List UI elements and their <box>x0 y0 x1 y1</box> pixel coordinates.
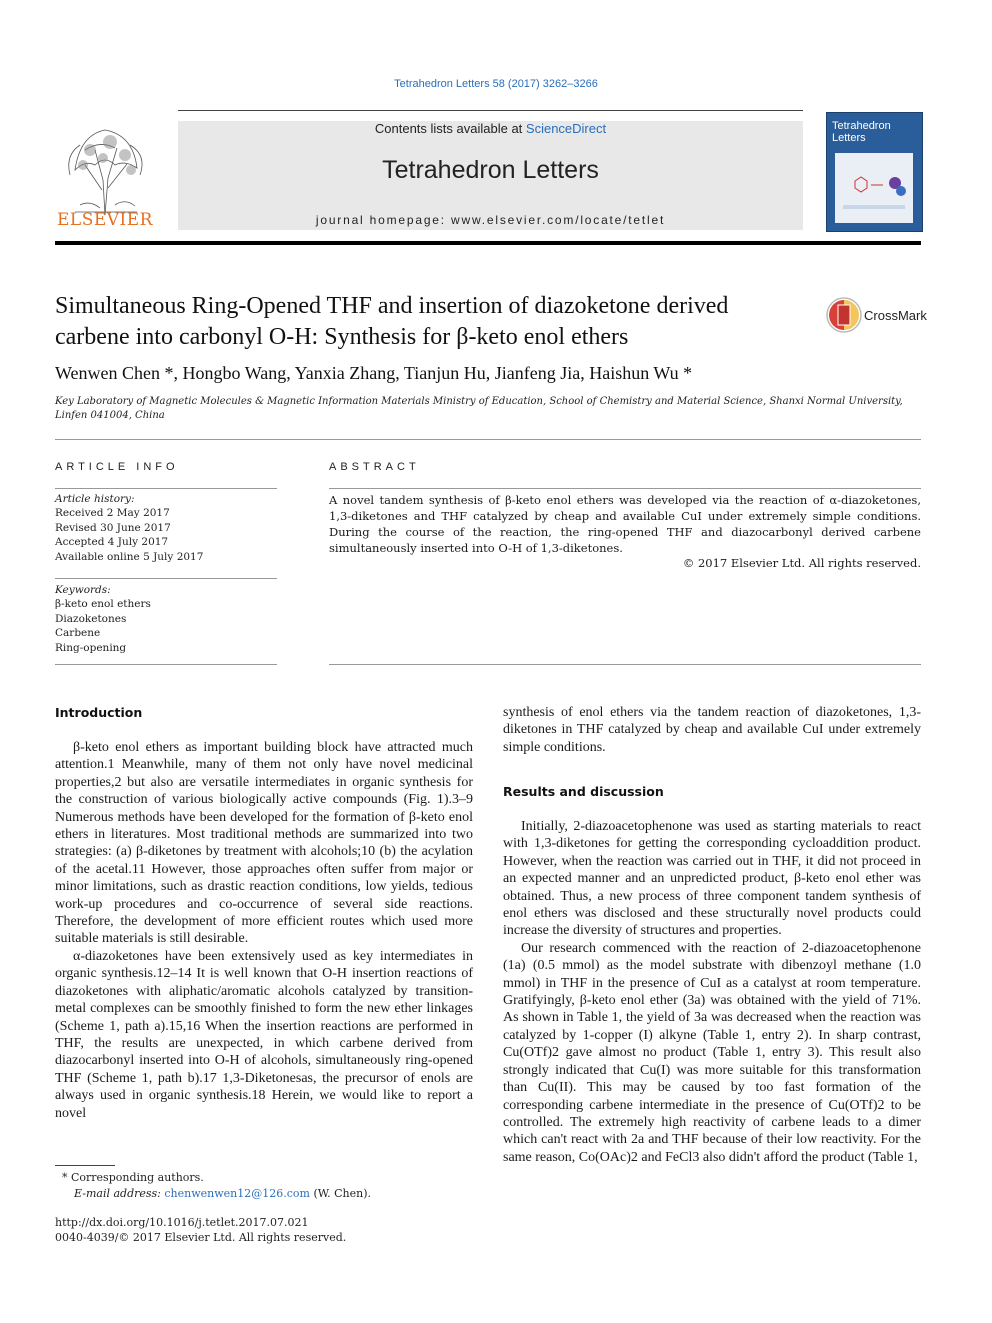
divider <box>329 488 921 489</box>
divider <box>55 488 277 489</box>
keywords <box>55 583 277 655</box>
keyword: β-keto enol ethers <box>55 598 151 611</box>
history-received: Received 2 May 2017 <box>55 507 170 520</box>
journal-citation[interactable]: Tetrahedron Letters 58 (2017) 3262–3266 <box>394 78 598 90</box>
history-online: Available online 5 July 2017 <box>55 550 204 563</box>
elsevier-wordmark: ELSEVIER <box>57 210 153 230</box>
keyword: Ring-opening <box>55 641 127 654</box>
crossmark-icon[interactable] <box>826 297 862 333</box>
abstract-heading: ABSTRACT <box>329 461 420 473</box>
header-thick-rule <box>55 241 921 245</box>
history-label: Article history: <box>55 493 135 505</box>
keyword: Carbene <box>55 627 101 640</box>
article-info-heading: ARTICLE INFO <box>55 461 179 473</box>
cover-title: Tetrahedron Letters <box>832 120 891 144</box>
contents-prefix: Contents lists available at <box>374 121 526 136</box>
intro-paragraph-3: synthesis of enol ethers via the tandem reaction of diazoketones, 1,3-diketones in THF catalyzed by cheap and available CuI under extremely simple conditions. <box>503 705 921 755</box>
sciencedirect-link[interactable]: ScienceDirect <box>525 121 607 136</box>
journal-title: Tetrahedron Letters <box>382 156 599 184</box>
abstract-text: A novel tandem synthesis of β-keto enol ethers was developed via the reaction of α-diazoketones, 1,3-diketones and THF catalyzed by cheap and available CuI under extremely simple conditions. During the course of the reaction, the ring-opened THF and diazocarbonyl derived carbene simultaneously inserted into O-H of 1,3-diketones. <box>329 493 921 555</box>
results-heading: Results and discussion <box>503 784 664 799</box>
crossmark-label[interactable]: CrossMark <box>864 308 927 323</box>
author-list: Wenwen Chen *, Hongbo Wang, Yanxia Zhang, Tianjun Hu, Jianfeng Jia, Haishun Wu * <box>55 363 693 383</box>
issn-line: 0040-4039/© 2017 Elsevier Ltd. All rights reserved. <box>55 1231 347 1244</box>
corresponding-note: * Corresponding authors. <box>62 1171 204 1184</box>
affiliation: Key Laboratory of Magnetic Molecules & Magnetic Information Materials Ministry of Education, School of Chemistry and Material Science, Shanxi Normal University, Linfen 041004, China <box>55 396 903 421</box>
intro-continued <box>503 704 921 756</box>
history-revised: Revised 30 June 2017 <box>55 521 171 534</box>
introduction-heading: Introduction <box>55 705 143 720</box>
results-paragraph-1: Initially, 2-diazoacetophenone was used as starting materials to react with 1,3-diketones for getting the corresponding cycloaddition product. However, when the reaction was carried out in THF, it did not proceed in an expected manner and an unpredicted product, β-keto enol ether was obtained. Thus, a new process of three component tandem synthesis of enol ethers was disclosed and these structurally novel products could increase the diversity of structures and properties. <box>503 819 921 939</box>
email-note <box>74 1186 371 1201</box>
journal-homepage[interactable]: journal homepage: www.elsevier.com/locate/tetlet <box>315 213 666 227</box>
doi-link[interactable]: http://dx.doi.org/10.1016/j.tetlet.2017.07.021 <box>55 1216 309 1229</box>
footnote-rule <box>55 1165 115 1166</box>
intro-body <box>55 739 473 1122</box>
divider <box>329 664 921 665</box>
history-accepted: Accepted 4 July 2017 <box>55 536 169 549</box>
keywords-label: Keywords: <box>55 584 111 596</box>
results-body <box>503 818 921 1166</box>
intro-paragraph-1: β-keto enol ethers as important building block have attracted much attention.1 Meanwhile, many of them not only have novel medicinal properties,2 but also are versatile intermediates in organic synthesis for the construction of various biologically active compounds (Fig. 1).3–9 Numerous methods have been developed for the formation of β-keto enol ethers in literatures. Most traditional methods are summarized into two strategies: (a) β-diketones by treatment with alcohols;10 (b) the acylation of the acetal.11 However, those approaches often suffer from major or minor limitations, such as drastic reaction conditions, low yields, tedious work-up procedures and co-occurrence of several side reactions. Therefore, the development of more efficient routes which used more suitable materials is still desirable. <box>55 740 473 947</box>
email-owner: (W. Chen). <box>313 1187 372 1200</box>
keyword: Diazoketones <box>55 612 127 625</box>
email-link[interactable]: chenwenwen12@126.com <box>164 1187 310 1200</box>
intro-paragraph-2: α-diazoketones have been extensively used as key intermediates in organic synthesis.12–14 It is well known that O-H insertion reactions of diazoketones with aliphatic/aromatic alcohols catalyzed by transition-metal complexes can be smoothly finished to form the new ether linkages (Scheme 1, path a).15,16 When the insertion reactions are performed in THF, the results are unexpected, in which carbene derived from diazocarbonyl inserted into O-H of alcohols, simultaneously ring-opened THF (Scheme 1, path b).17 1,3-Diketonesas, the precursor of enols are always used in organic synthesis.18 Herein, we would like to report a novel <box>55 948 473 1121</box>
divider <box>55 664 277 665</box>
contents-line <box>178 121 803 136</box>
abstract-copyright: © 2017 Elsevier Ltd. All rights reserved. <box>682 556 921 570</box>
divider <box>55 578 277 579</box>
header-rule <box>178 110 803 111</box>
results-paragraph-2: Our research commenced with the reaction of 2-diazoacetophenone (1a) (0.5 mmol) as the model substrate with dibenzoyl methane (1.0 mmol) in THF in the presence of CuI as a catalyst at room temperature. Gratifyingly, β-keto enol ether (3a) was obtained with the yield of 71%. As shown in Table 1, the yield of 3a was decreased when the reaction was catalyzed by 1-copper (I) alkyne (Table 1, entry 2). In sharp contrast, Cu(OTf)2 gave almost no product (Table 1, entry 3). This result also strongly indicated that Cu(I) was more suitable for this transformation than Cu(II). This may be caused by too fast formation of the corresponding carbene intermediate in the presence of Cu(OTf)2 to be controlled. The extremely high reactivity of carbene leads to a dimer which can't react with 2a and THF because of their low reactivity. For the same reason, Co(OAc)2 and FeCl3 also didn't afford the product (Table 1, <box>503 940 921 1165</box>
article-history <box>55 492 277 564</box>
divider <box>55 439 921 440</box>
article-title: Simultaneous Ring-Opened THF and insertion of diazoketone derived carbene into carbonyl O-H: Synthesis for β-keto enol ethers <box>55 293 729 350</box>
email-label: E-mail address: <box>74 1187 161 1200</box>
